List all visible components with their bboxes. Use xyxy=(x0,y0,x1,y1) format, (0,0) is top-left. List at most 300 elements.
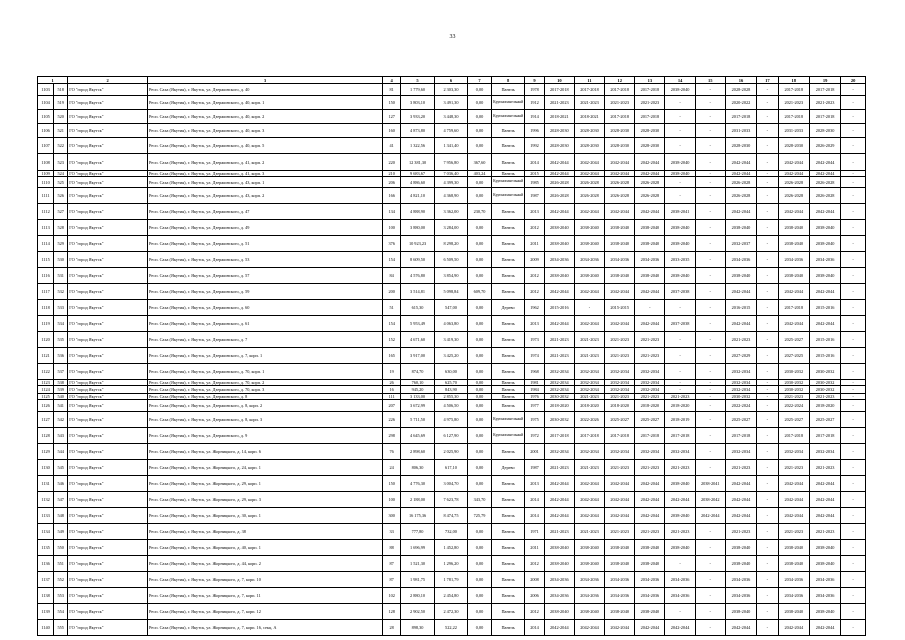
period-col-11-cell: 2032-2034 xyxy=(574,386,604,394)
period-col-17-cell: - xyxy=(757,460,779,476)
period-col-16-cell: 2032-2034 xyxy=(725,386,756,394)
period-col-15-cell: 2038-2042 xyxy=(695,492,725,508)
period-col-17-cell: - xyxy=(757,524,779,540)
period-col-16-cell: 2017-2018 xyxy=(725,110,756,124)
period-col-16-cell: 2038-2040 xyxy=(725,268,756,284)
table-row xyxy=(38,236,866,252)
period-col-17-cell: - xyxy=(757,96,779,110)
nonliving-area-cell: 0,00 xyxy=(468,460,492,476)
period-col-10-cell: 2042-2044 xyxy=(544,204,574,220)
municipality-cell: ГО "город Якутск" xyxy=(68,177,148,188)
period-col-14-cell: 2042-2044 xyxy=(665,492,695,508)
period-col-14-cell: - xyxy=(665,604,695,620)
period-col-18-cell: 2025-2027 xyxy=(778,412,809,428)
record-index-cell: 531 xyxy=(54,268,68,284)
period-col-12-cell: 2038-2040 xyxy=(605,556,635,572)
period-col-18-cell: 2042-2044 xyxy=(778,171,809,177)
period-col-19-cell: 2030-2032 xyxy=(809,364,840,380)
nonliving-area-cell: 0,00 xyxy=(468,394,492,400)
period-col-15-cell: - xyxy=(695,252,725,268)
period-col-19-cell: 2042-2044 xyxy=(809,620,840,636)
period-col-10-cell: 2026-2028 xyxy=(544,177,574,188)
period-col-13-cell: 2032-2034 xyxy=(635,364,665,380)
housing-register-table xyxy=(37,76,866,636)
record-index-cell: 538 xyxy=(54,380,68,386)
record-index-cell: 529 xyxy=(54,236,68,252)
nonliving-area-cell: 0,00 xyxy=(468,540,492,556)
period-col-18-cell: 2034-2036 xyxy=(778,572,809,588)
nonliving-area-cell: 0,00 xyxy=(468,84,492,96)
period-col-14-cell: - xyxy=(665,300,695,316)
period-col-16-cell: 2021-2023 xyxy=(725,460,756,476)
period-col-12-cell: 2042-2044 xyxy=(605,284,635,300)
municipality-cell: ГО "город Якутск" xyxy=(68,316,148,332)
period-col-16-cell: 2038-2040 xyxy=(725,556,756,572)
period-col-14-cell: 2038-2040 xyxy=(665,476,695,492)
period-col-20-cell: - xyxy=(841,400,866,412)
period-col-14-cell: 2021-2023 xyxy=(665,394,695,400)
period-col-11-cell: 2032-2034 xyxy=(574,364,604,380)
municipality-cell: ГО "город Якутск" xyxy=(68,348,148,364)
period-col-11-cell: 2038-2040 xyxy=(574,556,604,572)
row-index-cell: 1105 xyxy=(38,110,54,124)
period-col-17-cell: - xyxy=(757,332,779,348)
apartments-count-cell: 28 xyxy=(383,620,401,636)
apartments-count-cell: 207 xyxy=(383,400,401,412)
record-index-cell: 526 xyxy=(54,188,68,204)
period-col-10-cell: 2034-2036 xyxy=(544,588,574,604)
period-col-15-cell: - xyxy=(695,171,725,177)
build-year-cell: 2014 xyxy=(525,154,544,171)
apartments-count-cell: 16 xyxy=(383,386,401,394)
period-col-13-cell: 2034-2036 xyxy=(635,252,665,268)
build-year-cell: 1973 xyxy=(525,332,544,348)
record-index-cell: 523 xyxy=(54,154,68,171)
period-col-20-cell: - xyxy=(841,348,866,364)
period-col-10-cell: 2032-2034 xyxy=(544,364,574,380)
nonliving-area-cell: 0,00 xyxy=(468,444,492,460)
period-col-12-cell: 2042-2044 xyxy=(605,171,635,177)
period-col-18-cell: 2034-2036 xyxy=(778,588,809,604)
period-col-17-cell: - xyxy=(757,572,779,588)
period-col-20-cell: - xyxy=(841,572,866,588)
period-col-13-cell: 2017-2018 xyxy=(635,110,665,124)
address-cell: Респ. Саха (Якутия), г. Якутск, ул. Дзержинского, д. 47 xyxy=(147,204,382,220)
address-cell: Респ. Саха (Якутия), г. Якутск, ул. Дзержинского, д. 40, корп. 3 xyxy=(147,124,382,138)
period-col-12-cell: 2021-2023 xyxy=(605,332,635,348)
row-index-cell: 1133 xyxy=(38,508,54,524)
total-area-cell: 760,10 xyxy=(401,380,434,386)
total-area-cell: 4 576,80 xyxy=(401,268,434,284)
period-col-12-cell: 2042-2044 xyxy=(605,476,635,492)
municipality-cell: ГО "город Якутск" xyxy=(68,300,148,316)
total-area-cell: 4 873,80 xyxy=(401,124,434,138)
period-col-18-cell: 2027-2025 xyxy=(778,348,809,364)
address-cell: Респ. Саха (Якутия), г. Якутск, ул. Жорницкого, д. 40, корп. 1 xyxy=(147,540,382,556)
period-col-12-cell: 2032-2034 xyxy=(605,386,635,394)
period-col-19-cell: 2042-2044 xyxy=(809,316,840,332)
period-col-20-cell: - xyxy=(841,540,866,556)
period-col-15-cell: - xyxy=(695,268,725,284)
table-row xyxy=(38,110,866,124)
record-index-cell: 551 xyxy=(54,556,68,572)
period-col-16-cell: 2042-2044 xyxy=(725,508,756,524)
municipality-cell: ГО "город Якутск" xyxy=(68,236,148,252)
apartments-count-cell: 160 xyxy=(383,124,401,138)
period-col-20-cell: - xyxy=(841,508,866,524)
build-year-cell: 1962 xyxy=(525,300,544,316)
period-col-11-cell: 2034-2036 xyxy=(574,252,604,268)
period-col-12-cell: 2015-2015 xyxy=(605,300,635,316)
living-area-cell: 4 063,80 xyxy=(434,316,467,332)
period-col-11-cell: 2038-2040 xyxy=(574,268,604,284)
table-row xyxy=(38,96,866,110)
record-index-cell: 543 xyxy=(54,428,68,444)
apartments-count-cell: 166 xyxy=(383,188,401,204)
period-col-10-cell: 2038-2040 xyxy=(544,220,574,236)
period-col-20-cell: - xyxy=(841,364,866,380)
address-cell: Респ. Саха (Якутия), г. Якутск, ул. Дзержинского, д. 9 xyxy=(147,428,382,444)
period-col-18-cell: 2038-2040 xyxy=(778,220,809,236)
total-area-cell: 5 953,49 xyxy=(401,316,434,332)
table-row xyxy=(38,428,866,444)
period-col-16-cell: 2042-2044 xyxy=(725,284,756,300)
living-area-cell: 732,00 xyxy=(434,524,467,540)
period-col-17-cell: - xyxy=(757,300,779,316)
period-col-11-cell: 2042-2044 xyxy=(574,620,604,636)
period-col-14-cell: - xyxy=(665,188,695,204)
living-area-cell: 1 341,40 xyxy=(434,138,467,154)
period-col-15-cell: - xyxy=(695,394,725,400)
build-year-cell: 2012 xyxy=(525,268,544,284)
living-area-cell: 1 452,80 xyxy=(434,540,467,556)
period-col-16-cell: 2028-2028 xyxy=(725,84,756,96)
total-area-cell: 3 672,99 xyxy=(401,400,434,412)
period-col-11-cell: 2021-2023 xyxy=(574,348,604,364)
period-col-12-cell: 2017-2018 xyxy=(605,428,635,444)
build-year-cell: 1978 xyxy=(525,84,544,96)
period-col-15-cell: - xyxy=(695,604,725,620)
address-cell: Респ. Саха (Якутия), г. Якутск, ул. Дзержинского, д. 70, корп. 1 xyxy=(147,364,382,380)
table-row xyxy=(38,171,866,177)
record-index-cell: 524 xyxy=(54,171,68,177)
period-col-10-cell: 2021-2023 xyxy=(544,460,574,476)
period-col-13-cell: 2028-2030 xyxy=(635,124,665,138)
period-col-13-cell: 2026-2028 xyxy=(635,177,665,188)
row-index-cell: 1106 xyxy=(38,124,54,138)
table-row xyxy=(38,524,866,540)
period-col-14-cell: 2037-2038 xyxy=(665,284,695,300)
living-area-cell: 617,10 xyxy=(434,460,467,476)
period-col-12-cell: 2042-2044 xyxy=(605,154,635,171)
period-col-20-cell: - xyxy=(841,620,866,636)
table-row xyxy=(38,380,866,386)
build-year-cell: 1976 xyxy=(525,394,544,400)
period-col-20-cell: - xyxy=(841,604,866,620)
table-row xyxy=(38,460,866,476)
period-col-10-cell: 2028-2030 xyxy=(544,138,574,154)
nonliving-area-cell: 0,00 xyxy=(468,386,492,394)
column-header-4: 4 xyxy=(383,77,401,84)
period-col-12-cell: 2032-2034 xyxy=(605,364,635,380)
period-col-16-cell: 2017-2018 xyxy=(725,428,756,444)
table-row xyxy=(38,400,866,412)
period-col-15-cell: - xyxy=(695,204,725,220)
period-col-19-cell: 2021-2023 xyxy=(809,394,840,400)
column-header-15: 15 xyxy=(695,77,725,84)
living-area-cell: 3 362,00 xyxy=(434,204,467,220)
period-col-17-cell: - xyxy=(757,380,779,386)
period-col-15-cell: - xyxy=(695,84,725,96)
living-area-cell: 4 368,90 xyxy=(434,188,467,204)
period-col-17-cell: - xyxy=(757,220,779,236)
table-row xyxy=(38,556,866,572)
period-col-18-cell: 2017-2018 xyxy=(778,300,809,316)
period-col-20-cell: - xyxy=(841,332,866,348)
period-col-17-cell: - xyxy=(757,124,779,138)
period-col-11-cell: 2042-2044 xyxy=(574,316,604,332)
period-col-14-cell: - xyxy=(665,138,695,154)
living-area-cell: 3 425,20 xyxy=(434,348,467,364)
column-header-10: 10 xyxy=(544,77,574,84)
period-col-12-cell: 2034-2036 xyxy=(605,252,635,268)
period-col-18-cell: 2026-2028 xyxy=(778,177,809,188)
table-body xyxy=(38,84,866,636)
total-area-cell: 16 175,36 xyxy=(401,508,434,524)
period-col-12-cell: 2017-2018 xyxy=(605,110,635,124)
period-col-13-cell: 2032-2034 xyxy=(635,386,665,394)
living-area-cell: 5 098,84 xyxy=(434,284,467,300)
nonliving-area-cell: 0,00 xyxy=(468,476,492,492)
period-col-13-cell: 2038-2040 xyxy=(635,556,665,572)
period-col-13-cell: 2034-2036 xyxy=(635,572,665,588)
period-col-12-cell: 2032-2034 xyxy=(605,380,635,386)
municipality-cell: ГО "город Якутск" xyxy=(68,386,148,394)
table-row xyxy=(38,492,866,508)
period-col-18-cell: 2022-2024 xyxy=(778,400,809,412)
period-col-18-cell: 2042-2044 xyxy=(778,492,809,508)
record-index-cell: 527 xyxy=(54,204,68,220)
row-index-cell: 1138 xyxy=(38,588,54,604)
table-row xyxy=(38,588,866,604)
nonliving-area-cell: 0,00 xyxy=(468,524,492,540)
living-area-cell: 2 303,30 xyxy=(434,84,467,96)
period-col-12-cell: 2026-2028 xyxy=(605,188,635,204)
build-year-cell: 2012 xyxy=(525,220,544,236)
address-cell: Респ. Саха (Якутия), г. Якутск, ул. Дзержинского, д. 8, корп. 2 xyxy=(147,400,382,412)
build-year-cell: 1971 xyxy=(525,524,544,540)
apartments-count-cell: 26 xyxy=(383,380,401,386)
living-area-cell: 2 025,90 xyxy=(434,444,467,460)
nonliving-area-cell: 367,60 xyxy=(468,154,492,171)
row-index-cell: 1120 xyxy=(38,332,54,348)
nonliving-area-cell: 0,00 xyxy=(468,412,492,428)
record-index-cell: 547 xyxy=(54,492,68,508)
build-year-cell: 1972 xyxy=(525,428,544,444)
wall-material-cell: Панель xyxy=(491,171,524,177)
period-col-18-cell: 2031-2033 xyxy=(778,124,809,138)
table-row xyxy=(38,412,866,428)
period-col-19-cell: 2028-2030 xyxy=(809,124,840,138)
column-header-19: 19 xyxy=(809,77,840,84)
period-col-15-cell: - xyxy=(695,412,725,428)
period-col-18-cell: 2038-2040 xyxy=(778,556,809,572)
total-area-cell: 874,70 xyxy=(401,364,434,380)
period-col-20-cell: - xyxy=(841,220,866,236)
living-area-cell: 3 419,30 xyxy=(434,332,467,348)
period-col-10-cell: 2021-2023 xyxy=(544,348,574,364)
period-col-20-cell: - xyxy=(841,412,866,428)
column-header-2: 2 xyxy=(68,77,148,84)
period-col-15-cell: - xyxy=(695,364,725,380)
period-col-17-cell: - xyxy=(757,588,779,604)
living-area-cell: 843,90 xyxy=(434,386,467,394)
period-col-11-cell: 2042-2044 xyxy=(574,204,604,220)
wall-material-cell: Панель xyxy=(491,492,524,508)
column-header-8: 8 xyxy=(491,77,524,84)
apartments-count-cell: 100 xyxy=(383,220,401,236)
build-year-cell: 1985 xyxy=(525,177,544,188)
period-col-10-cell: 2038-2040 xyxy=(544,268,574,284)
period-col-12-cell: 2021-2023 xyxy=(605,96,635,110)
period-col-19-cell: 2030-2032 xyxy=(809,386,840,394)
period-col-17-cell: - xyxy=(757,444,779,460)
total-area-cell: 2 880,10 xyxy=(401,588,434,604)
period-col-17-cell: - xyxy=(757,348,779,364)
period-col-13-cell: 2042-2044 xyxy=(635,620,665,636)
apartments-count-cell: 376 xyxy=(383,236,401,252)
period-col-20-cell: - xyxy=(841,204,866,220)
living-area-cell: 8 474,75 xyxy=(434,508,467,524)
row-index-cell: 1115 xyxy=(38,252,54,268)
period-col-20-cell: - xyxy=(841,444,866,460)
living-area-cell: 2 472,30 xyxy=(434,604,467,620)
municipality-cell: ГО "город Якутск" xyxy=(68,96,148,110)
period-col-15-cell: - xyxy=(695,460,725,476)
period-col-12-cell: 2026-2028 xyxy=(605,177,635,188)
record-index-cell: 528 xyxy=(54,220,68,236)
living-area-cell: 1 781,79 xyxy=(434,572,467,588)
build-year-cell: 2013 xyxy=(525,204,544,220)
record-index-cell: 549 xyxy=(54,524,68,540)
wall-material-cell: Крупнопанельный xyxy=(491,412,524,428)
period-col-15-cell: - xyxy=(695,556,725,572)
address-cell: Респ. Саха (Якутия), г. Якутск, ул. Жорницкого, д. 29, корп. 3 xyxy=(147,492,382,508)
address-cell: Респ. Саха (Якутия), г. Якутск, ул. Жорницкого, д. 7, корп. 11 xyxy=(147,588,382,604)
period-col-11-cell: 2042-2044 xyxy=(574,508,604,524)
row-index-cell: 1132 xyxy=(38,492,54,508)
wall-material-cell: Панель xyxy=(491,540,524,556)
living-area-cell: 630,00 xyxy=(434,364,467,380)
period-col-11-cell: 2026-2028 xyxy=(574,188,604,204)
period-col-10-cell: 2030-2032 xyxy=(544,412,574,428)
total-area-cell: 4 776,30 xyxy=(401,476,434,492)
row-index-cell: 1104 xyxy=(38,96,54,110)
living-area-cell: 3 284,00 xyxy=(434,220,467,236)
municipality-cell: ГО "город Якутск" xyxy=(68,460,148,476)
period-col-17-cell: - xyxy=(757,556,779,572)
wall-material-cell: Панель xyxy=(491,604,524,620)
period-col-14-cell: 2038-2040 xyxy=(665,84,695,96)
period-col-16-cell: 2038-2040 xyxy=(725,220,756,236)
apartments-count-cell: 102 xyxy=(383,588,401,604)
period-col-12-cell: 2042-2044 xyxy=(605,204,635,220)
period-col-17-cell: - xyxy=(757,492,779,508)
period-col-18-cell: 2030-2032 xyxy=(778,386,809,394)
period-col-20-cell: - xyxy=(841,316,866,332)
period-col-17-cell: - xyxy=(757,284,779,300)
period-col-19-cell: 2038-2040 xyxy=(809,556,840,572)
period-col-17-cell: - xyxy=(757,620,779,636)
nonliving-area-cell: 0,00 xyxy=(468,177,492,188)
period-col-16-cell: 2038-2040 xyxy=(725,540,756,556)
period-col-18-cell: 2021-2023 xyxy=(778,96,809,110)
period-col-19-cell: 2042-2044 xyxy=(809,284,840,300)
period-col-18-cell: 2030-2032 xyxy=(778,380,809,386)
period-col-10-cell: 2038-2040 xyxy=(544,604,574,620)
period-col-17-cell: - xyxy=(757,386,779,394)
row-index-cell: 1110 xyxy=(38,177,54,188)
table-row xyxy=(38,386,866,394)
period-col-19-cell: 2042-2044 xyxy=(809,476,840,492)
municipality-cell: ГО "город Якутск" xyxy=(68,252,148,268)
table-row xyxy=(38,300,866,316)
period-col-15-cell: - xyxy=(695,444,725,460)
wall-material-cell: Панель xyxy=(491,572,524,588)
apartments-count-cell: 128 xyxy=(383,604,401,620)
period-col-16-cell: 2032-2034 xyxy=(725,364,756,380)
period-col-19-cell: 2021-2023 xyxy=(809,96,840,110)
period-col-20-cell: - xyxy=(841,394,866,400)
apartments-count-cell: 81 xyxy=(383,84,401,96)
wall-material-cell: Панель xyxy=(491,386,524,394)
period-col-15-cell: - xyxy=(695,400,725,412)
apartments-count-cell: 19 xyxy=(383,364,401,380)
period-col-18-cell: 2017-2018 xyxy=(778,110,809,124)
wall-material-cell: Панель xyxy=(491,348,524,364)
period-col-16-cell: 2042-2044 xyxy=(725,154,756,171)
period-col-16-cell: 2028-2030 xyxy=(725,138,756,154)
living-area-cell: 1 296,20 xyxy=(434,556,467,572)
record-index-cell: 534 xyxy=(54,316,68,332)
period-col-19-cell: 2042-2044 xyxy=(809,508,840,524)
row-index-cell: 1129 xyxy=(38,444,54,460)
apartments-count-cell: 226 xyxy=(383,412,401,428)
period-col-19-cell: 2015-2016 xyxy=(809,300,840,316)
period-col-15-cell: - xyxy=(695,428,725,444)
build-year-cell: 1987 xyxy=(525,188,544,204)
wall-material-cell: Панель xyxy=(491,508,524,524)
row-index-cell: 1107 xyxy=(38,138,54,154)
period-col-15-cell: - xyxy=(695,300,725,316)
table-row xyxy=(38,444,866,460)
total-area-cell: 2 188,00 xyxy=(401,492,434,508)
municipality-cell: ГО "город Якутск" xyxy=(68,476,148,492)
municipality-cell: ГО "город Якутск" xyxy=(68,380,148,386)
period-col-20-cell: - xyxy=(841,268,866,284)
column-header-17: 17 xyxy=(757,77,779,84)
period-col-14-cell: 2038-2040 xyxy=(665,236,695,252)
period-col-13-cell: - xyxy=(635,300,665,316)
period-col-10-cell: 2026-2028 xyxy=(544,188,574,204)
wall-material-cell: Панель xyxy=(491,620,524,636)
living-area-cell: 4 759,60 xyxy=(434,124,467,138)
table-row xyxy=(38,620,866,636)
period-col-10-cell: 2017-2018 xyxy=(544,84,574,96)
build-year-cell: 2013 xyxy=(525,476,544,492)
build-year-cell: 2015 xyxy=(525,171,544,177)
period-col-11-cell: 2021-2023 xyxy=(574,394,604,400)
